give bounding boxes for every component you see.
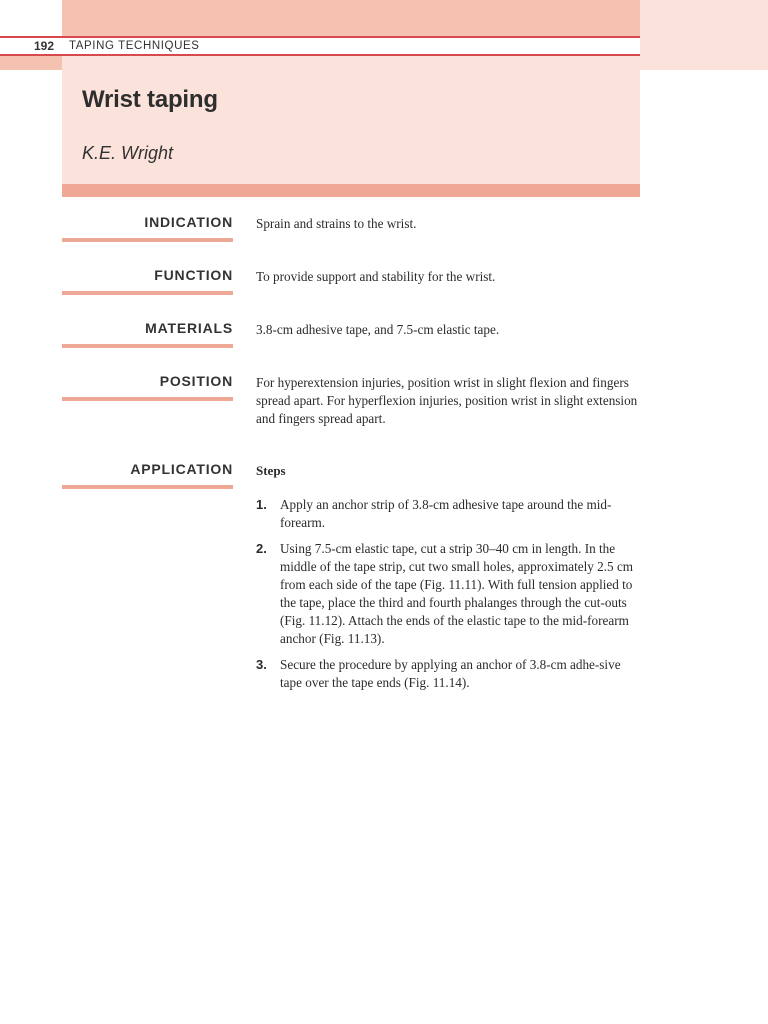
step-text: Using 7.5-cm elastic tape, cut a strip 30–40 cm in length. In the middle of the tape strip, cut two small holes, approximately 2.5 cm from each side of the tape (Fig. 11.11). With full tension applied to the tape, place the third and fourth phalanges through the cut-outs (Fig. 11.12). Attach the ends of the elastic tape to the mid-forearm anchor (Fig. 11.13). — [280, 541, 634, 646]
list-item — [256, 656, 640, 692]
section-label-underline — [62, 212, 233, 242]
section-label: POSITION — [159, 373, 233, 389]
section-body: To provide support and stability for the wrist. — [256, 269, 496, 284]
running-header — [0, 36, 640, 56]
list-item — [256, 540, 640, 648]
section-label-underline — [62, 459, 233, 489]
chapter-title: Wrist taping — [82, 86, 218, 113]
page-number: 192 — [33, 39, 54, 53]
step-text: Apply an anchor strip of 3.8-cm adhesive tape around the mid-forearm. — [280, 497, 612, 530]
section-label-underline — [62, 371, 233, 401]
section-label-underline — [62, 318, 233, 348]
step-number: 1. — [256, 497, 267, 512]
section-body: For hyperextension injuries, position wrist in slight flexion and fingers spread apart. For hyperflexion injuries, position wrist in slight extension and fingers spread apart. — [256, 375, 638, 426]
step-text: Secure the procedure by applying an anchor of 3.8-cm adhe-sive tape over the tape ends (Fig. 11.14). — [280, 657, 621, 690]
section-label-underline — [62, 265, 233, 295]
step-number: 3. — [256, 657, 267, 672]
left-decorative-strip — [0, 56, 62, 70]
section-label: FUNCTION — [154, 267, 233, 283]
steps-heading: Steps — [256, 463, 286, 478]
section-label: MATERIALS — [145, 320, 233, 336]
header-color-band — [62, 0, 640, 36]
right-decorative-strip — [640, 0, 768, 70]
section-body — [256, 462, 640, 700]
chapter-title-panel — [62, 56, 640, 184]
chapter-author: K.E. Wright — [82, 143, 174, 163]
section-label: APPLICATION — [130, 461, 233, 477]
section-body: 3.8-cm adhesive tape, and 7.5-cm elastic tape. — [256, 322, 500, 337]
section-label: INDICATION — [144, 214, 233, 230]
title-panel-bottom-bar — [62, 184, 640, 197]
list-item — [256, 496, 640, 532]
running-head-title: TAPING TECHNIQUES — [69, 40, 200, 52]
step-number: 2. — [256, 541, 267, 556]
steps-list — [256, 496, 640, 692]
section-body: Sprain and strains to the wrist. — [256, 216, 417, 231]
